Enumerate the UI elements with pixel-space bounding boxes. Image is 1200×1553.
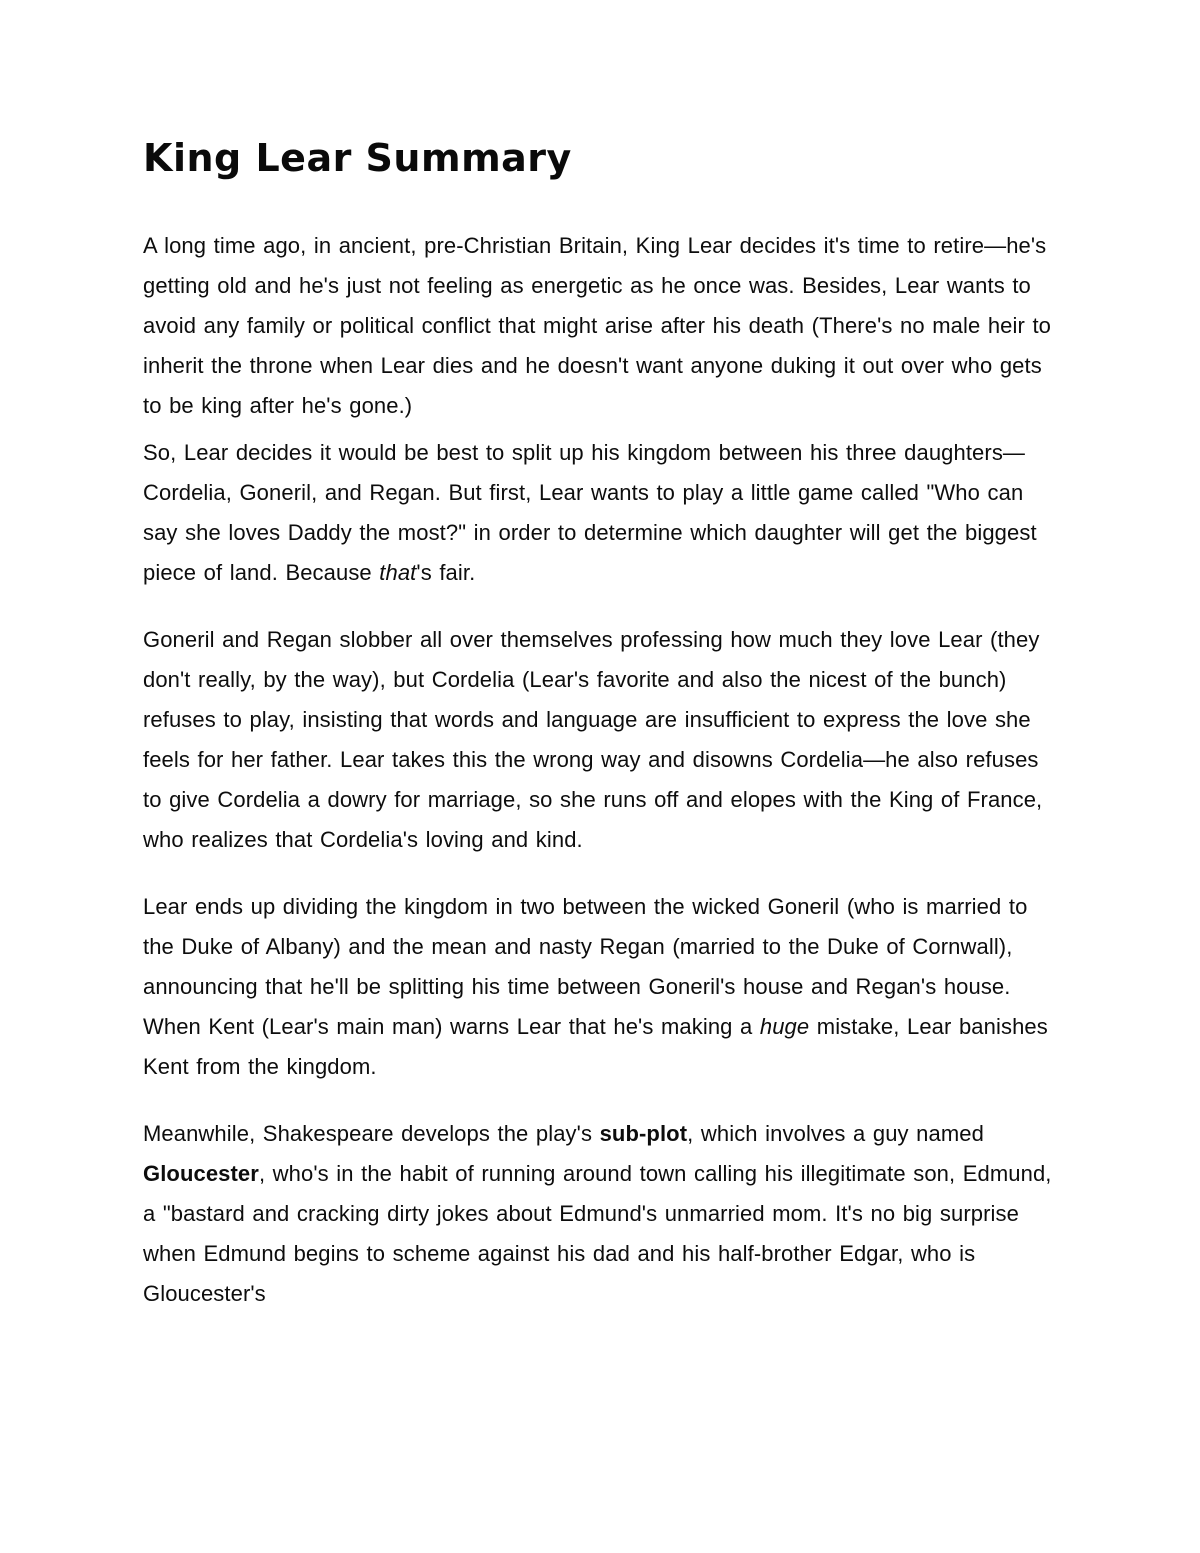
text-segment: huge [759,1013,810,1039]
page-title: King Lear Summary [143,136,572,180]
text-segment: , which involves a guy named [687,1120,984,1146]
paragraph-1 [143,226,1060,426]
text-segment: 's fair. [416,559,476,585]
text-segment: , who's in the habit of running around town calling his illegitimate son, Edmund, a "bastard and cracking dirty jokes about Edmund's unmarried mom. It's no big surprise when Edmund begins to scheme against his dad and his half-brother Edgar, who is Gloucester's [143,1160,1052,1306]
text-segment: mistake, Lear banishes Kent from the kingdom. [143,1013,1048,1079]
paragraph-3 [143,620,1060,860]
text-segment: Meanwhile, Shakespeare develops the play's [143,1120,600,1146]
text-segment: Lear ends up dividing the kingdom in two between the wicked Goneril (who is married to the Duke of Albany) and the mean and nasty Regan (married to the Duke of Cornwall), announcing that he'll be splitting his time between Goneril's house and Regan's house. When Kent (Lear's main man) warns Lear that he's making a [143,893,1028,1039]
paragraph-5 [143,1114,1060,1314]
paragraph-4 [143,887,1060,1087]
text-segment: A long time ago, in ancient, pre-Christian Britain, King Lear decides it's time to retire—he's getting old and he's just not feeling as energetic as he once was. Besides, Lear wants to avoid any family or political conflict that might arise after his death (There's no male heir to inherit the throne when Lear dies and he doesn't want anyone duking it out over who gets to be king after he's gone.) [143,232,1051,418]
text-segment: So, Lear decides it would be best to split up his kingdom between his three daughters—Cordelia, Goneril, and Regan. But first, Lear wants to play a little game called "Who can say she loves Daddy the most?" in order to determine which daughter will get the biggest piece of land. Because [143,439,1037,585]
paragraph-2 [143,433,1060,593]
document-body [143,226,1060,1314]
text-segment: Goneril and Regan slobber all over themselves professing how much they love Lear (they don't really, by the way), but Cordelia (Lear's favorite and also the nicest of the bunch) refuses to play, insisting that words and language are insufficient to express the love she feels for her father. Lear takes this the wrong way and disowns Cordelia—he also refuses to give Cordelia a dowry for marriage, so she runs off and elopes with the King of France, who realizes that Cordelia's loving and kind. [143,626,1043,852]
text-segment: that [379,559,417,585]
text-segment: Gloucester [143,1160,259,1186]
text-segment: sub-plot [599,1120,688,1146]
